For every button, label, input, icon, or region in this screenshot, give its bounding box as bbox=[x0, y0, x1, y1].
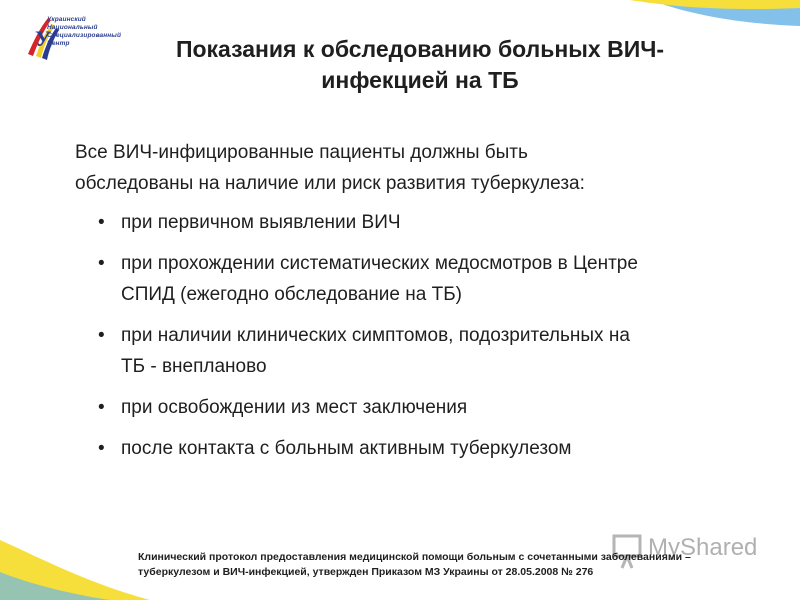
list-item-text: при освобождении из мест заключения bbox=[121, 397, 468, 418]
list-item bbox=[75, 320, 755, 382]
intro-line: Все ВИЧ-инфицированные пациенты должны быть bbox=[75, 142, 528, 163]
logo-line: Центр bbox=[47, 40, 70, 47]
list-item-text: при наличии клинических симптомов, подозрительных на bbox=[121, 325, 630, 346]
svg-text:У: У bbox=[35, 26, 52, 51]
bullet-icon: • bbox=[98, 397, 105, 418]
intro-line: обследованы на наличие или риск развития туберкулеза: bbox=[75, 173, 585, 194]
indications-list bbox=[75, 207, 755, 474]
intro-text bbox=[75, 137, 755, 199]
bullet-icon: • bbox=[98, 212, 105, 233]
list-item-text: СПИД (ежегодно обследование на ТБ) bbox=[121, 284, 462, 305]
logo-line: Национальный bbox=[47, 24, 98, 31]
slide-title-line: инфекцией на ТБ bbox=[321, 67, 519, 93]
footer-citation bbox=[138, 550, 788, 580]
logo-line: Специализированный bbox=[47, 32, 122, 39]
list-item-text: при первичном выявлении ВИЧ bbox=[121, 212, 401, 233]
list-item-text: ТБ - внепланово bbox=[121, 356, 267, 377]
bullet-icon: • bbox=[98, 325, 105, 346]
footer-line: Клинический протокол предоставления медицинской помощи больным с сочетанными заболеваниями – bbox=[138, 551, 691, 563]
logo-line: Украинский bbox=[47, 16, 86, 23]
bullet-icon: • bbox=[98, 253, 105, 274]
list-item bbox=[75, 433, 755, 464]
list-item bbox=[75, 392, 755, 423]
list-item-text: при прохождении систематических медосмотров в Центре bbox=[121, 253, 638, 274]
list-item-text: после контакта с больным активным туберкулезом bbox=[121, 438, 572, 459]
slide-title bbox=[120, 34, 720, 96]
list-item bbox=[75, 248, 755, 310]
logo-text bbox=[47, 16, 121, 48]
footer-line: туберкулезом и ВИЧ-инфекцией, утвержден Приказом МЗ Украины от 28.05.2008 № 276 bbox=[138, 566, 594, 578]
watermark-text: MyShared bbox=[648, 534, 758, 561]
slide-title-line: Показания к обследованию больных ВИЧ- bbox=[175, 36, 665, 62]
list-item bbox=[75, 207, 755, 238]
bullet-icon: • bbox=[98, 438, 105, 459]
